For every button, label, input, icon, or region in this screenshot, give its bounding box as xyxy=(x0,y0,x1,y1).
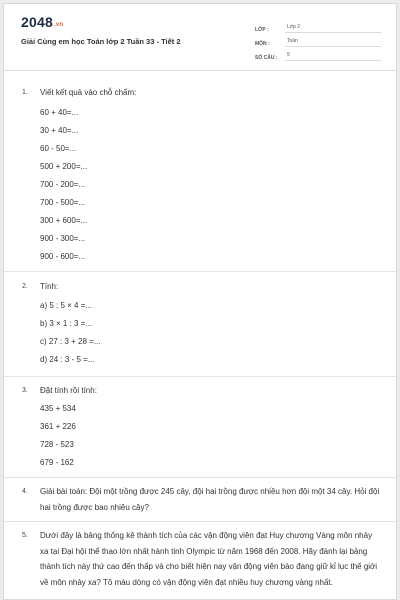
question-item: b) 3 × 1 : 3 =... xyxy=(40,319,93,328)
logo-tld: .vn xyxy=(53,22,64,28)
question-3 xyxy=(4,377,397,478)
meta-value: Toán xyxy=(285,38,381,47)
question-number: 1. xyxy=(22,89,28,96)
question-text: Giải bài toán: Đội một trồng được 245 cây, đội hai trồng được nhiều hơn đội một 34 cây. Hỏi đội hai trồng được bao nhiêu cây? xyxy=(40,487,380,512)
question-item: 500 + 200=... xyxy=(40,162,88,171)
question-item: 435 + 534 xyxy=(40,404,76,413)
question-item: 300 + 600=... xyxy=(40,216,88,225)
question-number: 3. xyxy=(22,387,28,394)
meta-row-class xyxy=(255,19,381,33)
question-item: d) 24 : 3 - 5 =... xyxy=(40,355,95,364)
meta-row-subject xyxy=(255,33,381,47)
question-number: 2. xyxy=(22,283,28,290)
question-text: Tính: xyxy=(40,282,59,291)
question-item: 700 - 500=... xyxy=(40,198,86,207)
question-text: Viết kết quả vào chỗ chấm: xyxy=(40,88,137,97)
worksheet-page xyxy=(3,3,397,600)
meta-row-count xyxy=(255,47,381,61)
question-text: Đặt tính rồi tính: xyxy=(40,386,97,395)
question-item: a) 5 : 5 × 4 =... xyxy=(40,301,93,310)
worksheet-meta xyxy=(255,19,381,61)
question-item: 30 + 40=... xyxy=(40,126,79,135)
question-item: 728 - 523 xyxy=(40,440,74,449)
question-number: 4. xyxy=(22,488,28,495)
site-logo[interactable]: 2048.vn xyxy=(21,14,64,30)
question-item: c) 27 : 3 + 28 =... xyxy=(40,337,101,346)
question-item: 679 - 162 xyxy=(40,458,74,467)
meta-label: MÔN : xyxy=(255,41,270,47)
question-item: 361 + 226 xyxy=(40,422,76,431)
question-4 xyxy=(4,478,397,522)
question-item: 700 - 200=... xyxy=(40,180,86,189)
worksheet-header xyxy=(4,4,396,71)
question-number: 5. xyxy=(22,532,28,539)
question-item: 60 + 40=... xyxy=(40,108,79,117)
question-2 xyxy=(4,272,397,377)
question-5 xyxy=(4,522,397,600)
question-item: 900 - 600=... xyxy=(40,252,86,261)
meta-label: LỚP : xyxy=(255,27,269,33)
meta-value: Lớp 2 xyxy=(285,24,381,33)
page-title: Giải Cùng em học Toán lớp 2 Tuần 33 - Tiết 2 xyxy=(21,37,181,46)
meta-label: SỐ CÂU : xyxy=(255,55,278,61)
question-1 xyxy=(4,71,397,272)
question-item: 900 - 300=... xyxy=(40,234,86,243)
question-item: 60 - 50=... xyxy=(40,144,77,153)
meta-value: 5 xyxy=(285,52,381,61)
question-text: Dưới đây là bảng thống kê thành tích của các vận động viên đạt Huy chương Vàng môn nhảy xa tại Đại hội thể thao lớn nhất hành tinh Olympic từ năm 1968 đến 2008. Hãy đánh lại bảng thành tích này thứ cao đến thấp và cho biết hiện nay vận động viên bào đang giữ kỉ lục thế giới về môn nhảy xa? Tô màu dòng có vận động viên đạt nhiều huy chương vàng nhất. xyxy=(40,531,378,587)
